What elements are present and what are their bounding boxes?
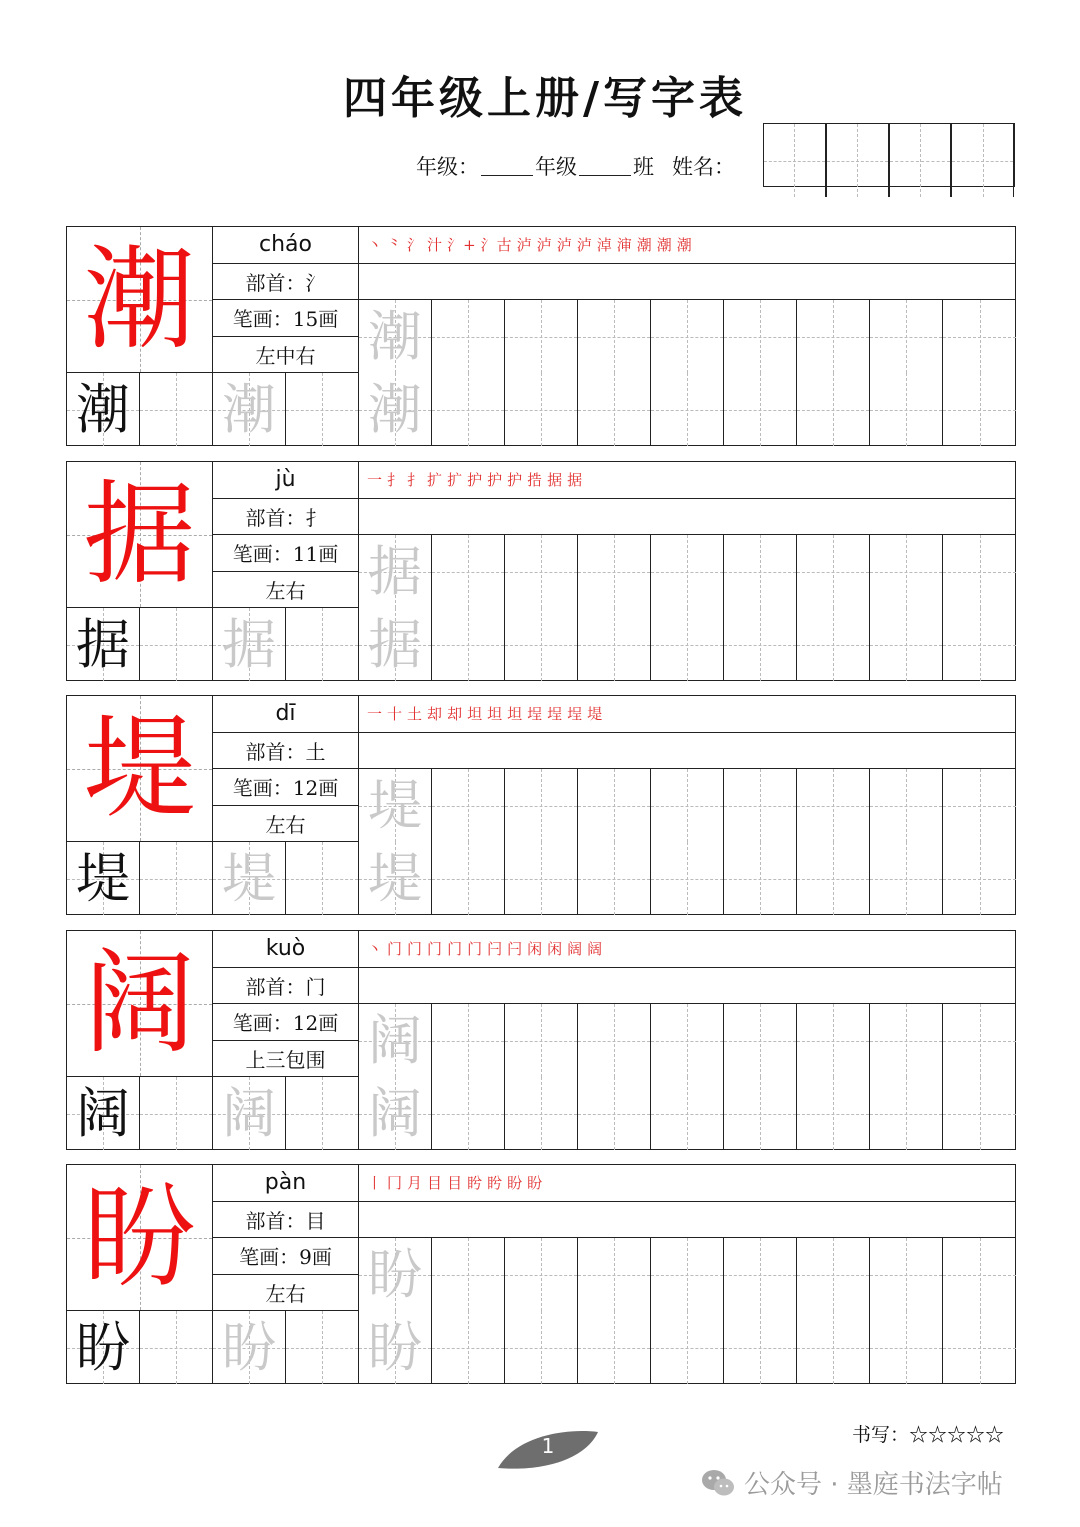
pinyin: cháo [213,227,359,264]
practice-cell[interactable] [505,1077,578,1150]
stroke-step: 目 [447,1174,464,1193]
practice-cell[interactable] [505,300,578,373]
name-label: 姓名： [672,155,735,179]
stroke-step: 盼 [527,1174,544,1193]
grid-row [359,300,1016,373]
trace-char: 盼 [368,1315,422,1379]
practice-cell[interactable] [432,1077,505,1150]
practice-cell[interactable] [870,1077,943,1150]
blank-row [359,264,1015,301]
stroke-step: 土 [407,705,424,724]
pinyin: dī [213,696,359,733]
stroke-step: 埕 [567,705,584,724]
model-char: 据 [76,612,130,676]
practice-cell[interactable] [651,769,724,842]
practice-cell[interactable] [943,1077,1016,1150]
char-info [213,931,359,1077]
stroke-order [359,462,1015,499]
grid-row [67,1311,1016,1384]
stroke-step: 一 [367,705,384,724]
structure: 左右 [213,806,359,843]
trace-char: 潮 [222,377,276,441]
practice-cell[interactable] [724,300,797,373]
practice-cell[interactable] [140,1077,213,1150]
blank-row [359,968,1015,1005]
practice-cell[interactable] [651,1077,724,1150]
page-title: 四年级上册/写字表 [342,73,748,124]
model-char: 阔 [76,1081,130,1145]
practice-cell[interactable] [651,1311,724,1384]
practice-cell[interactable] [432,300,505,373]
grid-row [67,373,1016,446]
stroke-step: 护 [507,471,524,490]
stroke-step: 阔 [567,940,584,959]
stroke-step: 门 [407,940,424,959]
big-char-box [67,462,213,608]
practice-cell[interactable] [651,300,724,373]
practice-cell[interactable] [67,1311,140,1384]
stroke-step: 扩 [447,471,464,490]
grid-row [359,535,1016,608]
practice-cell[interactable] [578,1077,651,1150]
radical: 部首：氵 [213,264,359,301]
grid-row [359,769,1016,842]
practice-cell[interactable] [870,769,943,842]
structure: 左右 [213,572,359,609]
practice-cell[interactable] [870,608,943,681]
practice-cell[interactable] [797,535,870,608]
practice-cell[interactable] [870,373,943,446]
practice-cell[interactable] [505,535,578,608]
practice-cell[interactable] [870,1311,943,1384]
trace-char: 盼 [368,1242,422,1306]
stroke-step: 坦 [467,705,484,724]
stroke-step: 埕 [547,705,564,724]
model-char: 盼 [76,1315,130,1379]
stroke-order [359,931,1015,968]
practice-cell[interactable] [359,1077,432,1150]
practice-cell[interactable] [140,608,213,681]
page-number-leaf [496,1428,600,1472]
stroke-step: 扌 [407,471,424,490]
stroke-step: 闩 [507,940,524,959]
stroke-step: 盻 [487,1174,504,1193]
practice-cell[interactable] [432,535,505,608]
practice-cell[interactable] [943,300,1016,373]
stroke-step: 目 [427,1174,444,1193]
practice-cell[interactable] [651,373,724,446]
stroke-step: 渖 [616,236,633,255]
blank-row [359,733,1015,770]
practice-cell[interactable] [505,1004,578,1077]
practice-cell[interactable] [359,300,432,373]
practice-cell[interactable] [651,1238,724,1311]
practice-cell[interactable] [870,1238,943,1311]
practice-cell[interactable] [943,1238,1016,1311]
big-char-box [67,931,213,1077]
stroke-order [359,696,1015,733]
watermark [700,1464,1003,1501]
practice-cell[interactable] [724,1004,797,1077]
trace-char: 堤 [368,846,422,910]
stroke-step: 潮 [676,236,693,255]
pinyin: pàn [213,1165,359,1202]
practice-cell[interactable] [578,1238,651,1311]
stroke-step: 冂 [387,1174,404,1193]
practice-cell[interactable] [359,842,432,915]
stroke-step: 月 [407,1174,424,1193]
practice-cell[interactable] [578,608,651,681]
stroke-step: 丨 [367,1174,384,1193]
big-char-box [67,1165,213,1311]
stroke-step: 泸 [576,236,593,255]
stroke-step: 闲 [527,940,544,959]
big-char: 潮 [83,234,196,365]
trace-char: 堤 [368,773,422,837]
stroke-step: 盼 [507,1174,524,1193]
radical: 部首：目 [213,1202,359,1239]
stroke-step: 泸 [556,236,573,255]
practice-cell[interactable] [578,1311,651,1384]
trace-char: 阔 [368,1008,422,1072]
stroke-step: 扩 [427,471,444,490]
trace-char: 堤 [222,846,276,910]
practice-cell[interactable] [213,1311,286,1384]
stroke-step: 丶 [367,236,384,255]
stroke-step: 泸 [516,236,533,255]
model-char: 潮 [76,377,130,441]
practice-cell[interactable] [797,373,870,446]
radical: 部首：扌 [213,499,359,536]
practice-cell[interactable] [67,608,140,681]
practice-cell[interactable] [797,1077,870,1150]
practice-cell[interactable] [943,769,1016,842]
practice-cell[interactable] [724,1238,797,1311]
practice-cell[interactable] [578,300,651,373]
practice-cell[interactable] [359,769,432,842]
big-char-box [67,227,213,373]
grade-label: 年级： [416,155,479,179]
big-char: 据 [83,469,196,600]
stroke-step: 门 [427,940,444,959]
practice-cell[interactable] [724,769,797,842]
big-char-box [67,696,213,842]
stroke-step: 据 [547,471,564,490]
practice-cell[interactable] [359,373,432,446]
blank-row [359,499,1015,536]
stroke-step: 氵 [407,236,424,255]
name-box[interactable] [763,123,1015,187]
stroke-step: 潮 [636,236,653,255]
practice-cell[interactable] [213,842,286,915]
rating: 书写：☆☆☆☆☆ [852,1424,1005,1446]
wechat-icon [700,1468,736,1498]
stroke-step: 泸 [536,236,553,255]
grid-row [359,1238,1016,1311]
practice-cell[interactable] [651,1004,724,1077]
practice-cell[interactable] [140,842,213,915]
practice-cell[interactable] [724,373,797,446]
practice-cell[interactable] [943,842,1016,915]
practice-cell[interactable] [943,535,1016,608]
practice-cell[interactable] [432,373,505,446]
practice-cell[interactable] [943,373,1016,446]
practice-cell[interactable] [213,608,286,681]
stroke-step: 门 [447,940,464,959]
practice-cell[interactable] [797,1238,870,1311]
big-char: 堤 [83,703,196,834]
practice-cell[interactable] [286,842,359,915]
blank-row [359,1202,1015,1239]
practice-cell[interactable] [797,842,870,915]
practice-cell[interactable] [359,535,432,608]
trace-char: 潮 [368,304,422,368]
practice-cell[interactable] [432,1238,505,1311]
stroke-step: 护 [467,471,484,490]
practice-cell[interactable] [651,608,724,681]
practice-cell[interactable] [724,842,797,915]
practice-cell[interactable] [578,769,651,842]
grid-row [67,1077,1016,1150]
char-info [213,696,359,842]
stroke-step: 护 [487,471,504,490]
char-info [213,462,359,608]
char-info [213,1165,359,1311]
practice-cell[interactable] [724,1077,797,1150]
trace-char: 阔 [368,1081,422,1145]
trace-char: 潮 [368,377,422,441]
structure: 左右 [213,1275,359,1312]
practice-cell[interactable] [651,842,724,915]
stroke-step: 却 [427,705,444,724]
practice-cell[interactable] [359,1004,432,1077]
stroke-step: 氵+ [447,236,477,255]
stroke-step: 坦 [487,705,504,724]
practice-cell[interactable] [651,535,724,608]
practice-cell[interactable] [359,1238,432,1311]
practice-cell[interactable] [943,1311,1016,1384]
char-block [66,1164,1016,1384]
practice-cell[interactable] [505,608,578,681]
stroke-step: 盻 [467,1174,484,1193]
stroke-step: 据 [567,471,584,490]
char-block [66,930,1016,1150]
stroke-step: 汁 [427,236,444,255]
practice-cell[interactable] [578,535,651,608]
practice-cell[interactable] [286,373,359,446]
practice-cell[interactable] [797,769,870,842]
stroke-step: 埕 [527,705,544,724]
practice-cell[interactable] [870,535,943,608]
stroke-step: 门 [387,940,404,959]
char-block [66,226,1016,446]
practice-cell[interactable] [432,1311,505,1384]
structure: 上三包围 [213,1041,359,1078]
stroke-step: 淖 [596,236,613,255]
practice-cell[interactable] [432,769,505,842]
practice-cell[interactable] [870,842,943,915]
pinyin: kuò [213,931,359,968]
student-info [416,150,735,182]
watermark-text: 公众号 · 墨庭书法字帖 [744,1470,1003,1500]
stroke-step: 却 [447,705,464,724]
stroke-step: 捁 [527,471,544,490]
practice-cell[interactable] [797,1004,870,1077]
trace-char: 据 [368,539,422,603]
practice-cell[interactable] [578,842,651,915]
practice-cell[interactable] [67,1077,140,1150]
stroke-step: 阔 [587,940,604,959]
practice-cell[interactable] [213,1077,286,1150]
stroke-step: 闩 [487,940,504,959]
practice-cell[interactable] [359,1311,432,1384]
practice-cell[interactable] [505,842,578,915]
practice-cell[interactable] [67,373,140,446]
practice-cell[interactable] [505,1238,578,1311]
grade-blank[interactable] [481,157,533,176]
trace-char: 据 [222,612,276,676]
stroke-step: 门 [467,940,484,959]
practice-cell[interactable] [359,608,432,681]
practice-cell[interactable] [213,373,286,446]
practice-cell[interactable] [797,608,870,681]
trace-char: 阔 [222,1081,276,1145]
class-label: 班 [633,155,654,179]
stroke-order [359,227,1015,264]
stroke-step: 堤 [587,705,604,724]
practice-cell[interactable] [286,608,359,681]
stroke-step: 闲 [547,940,564,959]
practice-cell[interactable] [870,300,943,373]
stroke-order [359,1165,1015,1202]
grid-row [359,1004,1016,1077]
practice-cell[interactable] [505,1311,578,1384]
practice-cell[interactable] [578,1004,651,1077]
radical: 部首：土 [213,733,359,770]
structure: 左中右 [213,337,359,374]
grid-row [67,608,1016,681]
stroke-step: 坦 [507,705,524,724]
practice-cell[interactable] [724,535,797,608]
page-number: 1 [541,1434,555,1458]
practice-cell[interactable] [797,1311,870,1384]
class-blank[interactable] [579,157,631,176]
practice-cell[interactable] [67,842,140,915]
practice-cell[interactable] [943,608,1016,681]
trace-char: 盼 [222,1315,276,1379]
stroke-count: 笔画：11画 [213,535,359,572]
practice-cell[interactable] [140,373,213,446]
char-block [66,461,1016,681]
model-char: 堤 [76,846,130,910]
pinyin: jù [213,462,359,499]
practice-cell[interactable] [797,300,870,373]
practice-cell[interactable] [943,1004,1016,1077]
char-block [66,695,1016,915]
stroke-count: 笔画：12画 [213,1004,359,1041]
stroke-count: 笔画：15画 [213,300,359,337]
stroke-step: 十 [387,705,404,724]
practice-cell[interactable] [505,769,578,842]
practice-cell[interactable] [432,842,505,915]
grid-row [67,842,1016,915]
stroke-count: 笔画：12画 [213,769,359,806]
trace-char: 据 [368,612,422,676]
stroke-step: 扌 [387,471,404,490]
practice-cell[interactable] [870,1004,943,1077]
practice-cell[interactable] [286,1077,359,1150]
char-info [213,227,359,373]
practice-cell[interactable] [432,1004,505,1077]
practice-cell[interactable] [286,1311,359,1384]
practice-cell[interactable] [578,373,651,446]
stroke-step: ⺀ [387,236,404,255]
grade-unit: 年级 [535,155,577,179]
stroke-step: 丶 [367,940,384,959]
radical: 部首：门 [213,968,359,1005]
stroke-step: 潮 [656,236,673,255]
big-char: 盼 [83,1172,196,1303]
practice-cell[interactable] [505,373,578,446]
stroke-count: 笔画：9画 [213,1238,359,1275]
practice-cell[interactable] [724,608,797,681]
practice-cell[interactable] [140,1311,213,1384]
practice-cell[interactable] [432,608,505,681]
big-char: 阔 [83,938,196,1069]
stroke-step: 一 [367,471,384,490]
stroke-step: 氵古 [480,236,513,255]
practice-cell[interactable] [724,1311,797,1384]
